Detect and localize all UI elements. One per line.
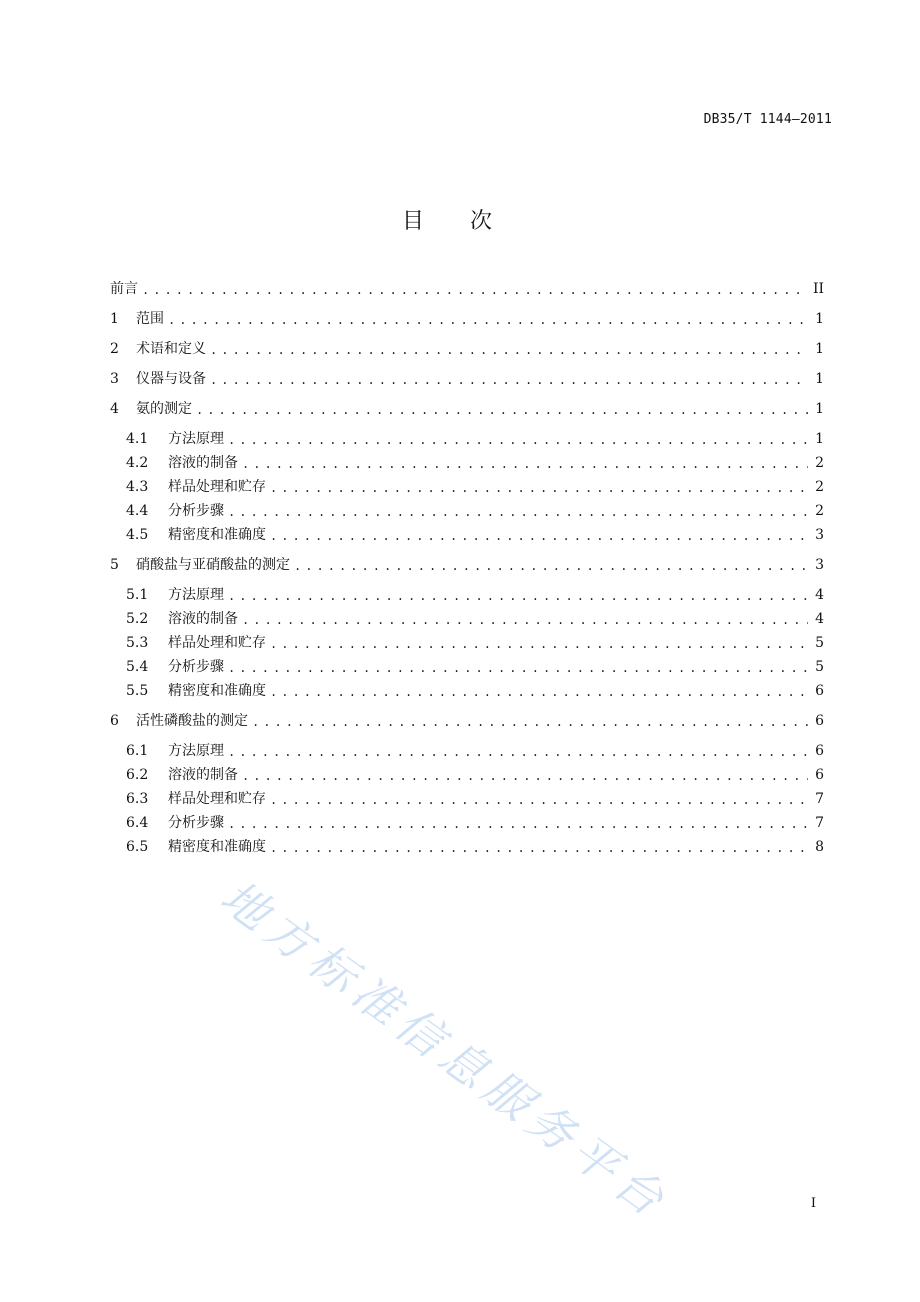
toc-entry-label: 方法原理 [168, 587, 224, 603]
toc-entry-number: 2 [110, 341, 119, 357]
toc-entry-page: 3 [815, 527, 824, 543]
toc-entry-page: 6 [815, 767, 824, 783]
toc-dot-leader [242, 608, 808, 630]
toc-entry-page: 2 [815, 479, 824, 495]
toc-dot-leader [270, 476, 808, 498]
toc-dot-leader [270, 680, 808, 702]
toc-entry-label: 精密度和准确度 [168, 683, 266, 699]
toc-entry-label: 样品处理和贮存 [168, 635, 266, 651]
toc-entry-number: 5.3 [126, 635, 149, 651]
toc-entry-number: 6.2 [126, 767, 149, 783]
toc-entry[interactable] [126, 524, 824, 546]
toc-entry[interactable] [126, 500, 824, 522]
toc-entry-page: 4 [815, 611, 824, 627]
toc-dot-leader [242, 452, 808, 474]
toc-entry-page: 5 [815, 635, 824, 651]
toc-entry[interactable] [126, 812, 824, 834]
toc-dot-leader [242, 764, 808, 786]
toc-entry[interactable] [110, 278, 824, 300]
toc-dot-leader [210, 368, 808, 390]
toc-dot-leader [294, 554, 808, 576]
toc-entry-label: 硝酸盐与亚硝酸盐的测定 [136, 557, 290, 573]
toc-entry-label: 前言 [110, 281, 138, 297]
toc-entry-page: 2 [815, 503, 824, 519]
toc-entry-page: 1 [815, 341, 824, 357]
toc-entry-number: 6.5 [126, 839, 149, 855]
toc-entry-label: 样品处理和贮存 [168, 479, 266, 495]
toc-entry-page: 7 [815, 815, 824, 831]
page-number: I [810, 1196, 816, 1211]
toc-entry-label: 分析步骤 [168, 659, 224, 675]
toc-entry-page: 5 [815, 659, 824, 675]
toc-entry[interactable] [126, 476, 824, 498]
toc-entry-number: 6.1 [126, 743, 149, 759]
toc-entry[interactable] [126, 608, 824, 630]
toc-entry-page: 3 [815, 557, 824, 573]
toc-entry-number: 1 [110, 311, 119, 327]
toc-entry[interactable] [110, 398, 824, 420]
toc-entry[interactable] [126, 452, 824, 474]
document-code: DB35/T 1144—2011 [703, 112, 832, 127]
toc-entry-label: 仪器与设备 [136, 371, 206, 387]
toc-entry-page: 7 [815, 791, 824, 807]
toc-entry-number: 6.4 [126, 815, 149, 831]
toc-entry[interactable] [126, 632, 824, 654]
toc-dot-leader [228, 584, 808, 606]
toc-entry-page: 6 [815, 683, 824, 699]
toc-entry-number: 4.5 [126, 527, 149, 543]
toc-entry-number: 4.2 [126, 455, 149, 471]
toc-entry[interactable] [126, 764, 824, 786]
toc-entry-number: 5.4 [126, 659, 149, 675]
toc-entry-label: 溶液的制备 [168, 611, 238, 627]
toc-entry[interactable] [126, 656, 824, 678]
toc-entry-number: 5 [110, 557, 119, 573]
toc-entry-label: 精密度和准确度 [168, 839, 266, 855]
toc-entry-page: 6 [815, 743, 824, 759]
toc-entry-number: 4.4 [126, 503, 149, 519]
toc-entry-label: 方法原理 [168, 743, 224, 759]
toc-entry[interactable] [126, 584, 824, 606]
toc-dot-leader [196, 398, 808, 420]
toc-entry-page: 4 [815, 587, 824, 603]
toc-entry-page: 1 [815, 311, 824, 327]
toc-dot-leader [252, 710, 808, 732]
toc-entry-label: 氨的测定 [136, 401, 192, 417]
toc-entry[interactable] [126, 740, 824, 762]
toc-entry[interactable] [110, 338, 824, 360]
toc-entry[interactable] [110, 308, 824, 330]
toc-entry[interactable] [126, 428, 824, 450]
toc-entry-label: 溶液的制备 [168, 455, 238, 471]
toc-dot-leader [270, 524, 808, 546]
toc-dot-leader [270, 632, 808, 654]
toc-dot-leader [228, 812, 808, 834]
toc-entry-page: 1 [815, 431, 824, 447]
toc-dot-leader [168, 308, 808, 330]
toc-entry-number: 4.1 [126, 431, 149, 447]
toc-entry-label: 范围 [136, 311, 164, 327]
watermark: 地方标准信息服务平台 [210, 869, 680, 1231]
toc-entry-number: 5.2 [126, 611, 149, 627]
toc-entry-page: 1 [815, 401, 824, 417]
toc-entry-label: 分析步骤 [168, 815, 224, 831]
toc-dot-leader [228, 428, 808, 450]
toc-dot-leader [228, 740, 808, 762]
toc-dot-leader [228, 656, 808, 678]
toc-dot-leader [270, 788, 808, 810]
toc-entry[interactable] [126, 680, 824, 702]
toc-entry-number: 6 [110, 713, 119, 729]
toc-entry[interactable] [110, 368, 824, 390]
toc-entry[interactable] [126, 788, 824, 810]
toc-dot-leader [228, 500, 808, 522]
toc-entry-label: 分析步骤 [168, 503, 224, 519]
toc-entry-label: 样品处理和贮存 [168, 791, 266, 807]
toc-entry-page: 8 [815, 839, 824, 855]
toc-entry[interactable] [110, 554, 824, 576]
toc-entry-label: 活性磷酸盐的测定 [136, 713, 248, 729]
toc-dot-leader [210, 338, 808, 360]
toc-entry-label: 精密度和准确度 [168, 527, 266, 543]
toc-entry-number: 4.3 [126, 479, 149, 495]
toc-title: 目次 [401, 209, 538, 234]
toc-entry-label: 方法原理 [168, 431, 224, 447]
toc-entry-label: 溶液的制备 [168, 767, 238, 783]
toc-entry[interactable] [126, 836, 824, 858]
toc-entry-number: 3 [110, 371, 119, 387]
toc-entry-number: 5.5 [126, 683, 149, 699]
toc-entry[interactable] [110, 710, 824, 732]
toc-entry-number: 6.3 [126, 791, 149, 807]
toc-entry-number: 4 [110, 401, 119, 417]
toc-entry-page: 2 [815, 455, 824, 471]
toc-entry-label: 术语和定义 [136, 341, 206, 357]
toc-entry-page: 1 [815, 371, 824, 387]
toc-dot-leader [270, 836, 808, 858]
toc-entry-page: 6 [815, 713, 824, 729]
toc-entry-number: 5.1 [126, 587, 149, 603]
toc-dot-leader [142, 278, 807, 300]
toc-entry-page: II [812, 281, 824, 297]
